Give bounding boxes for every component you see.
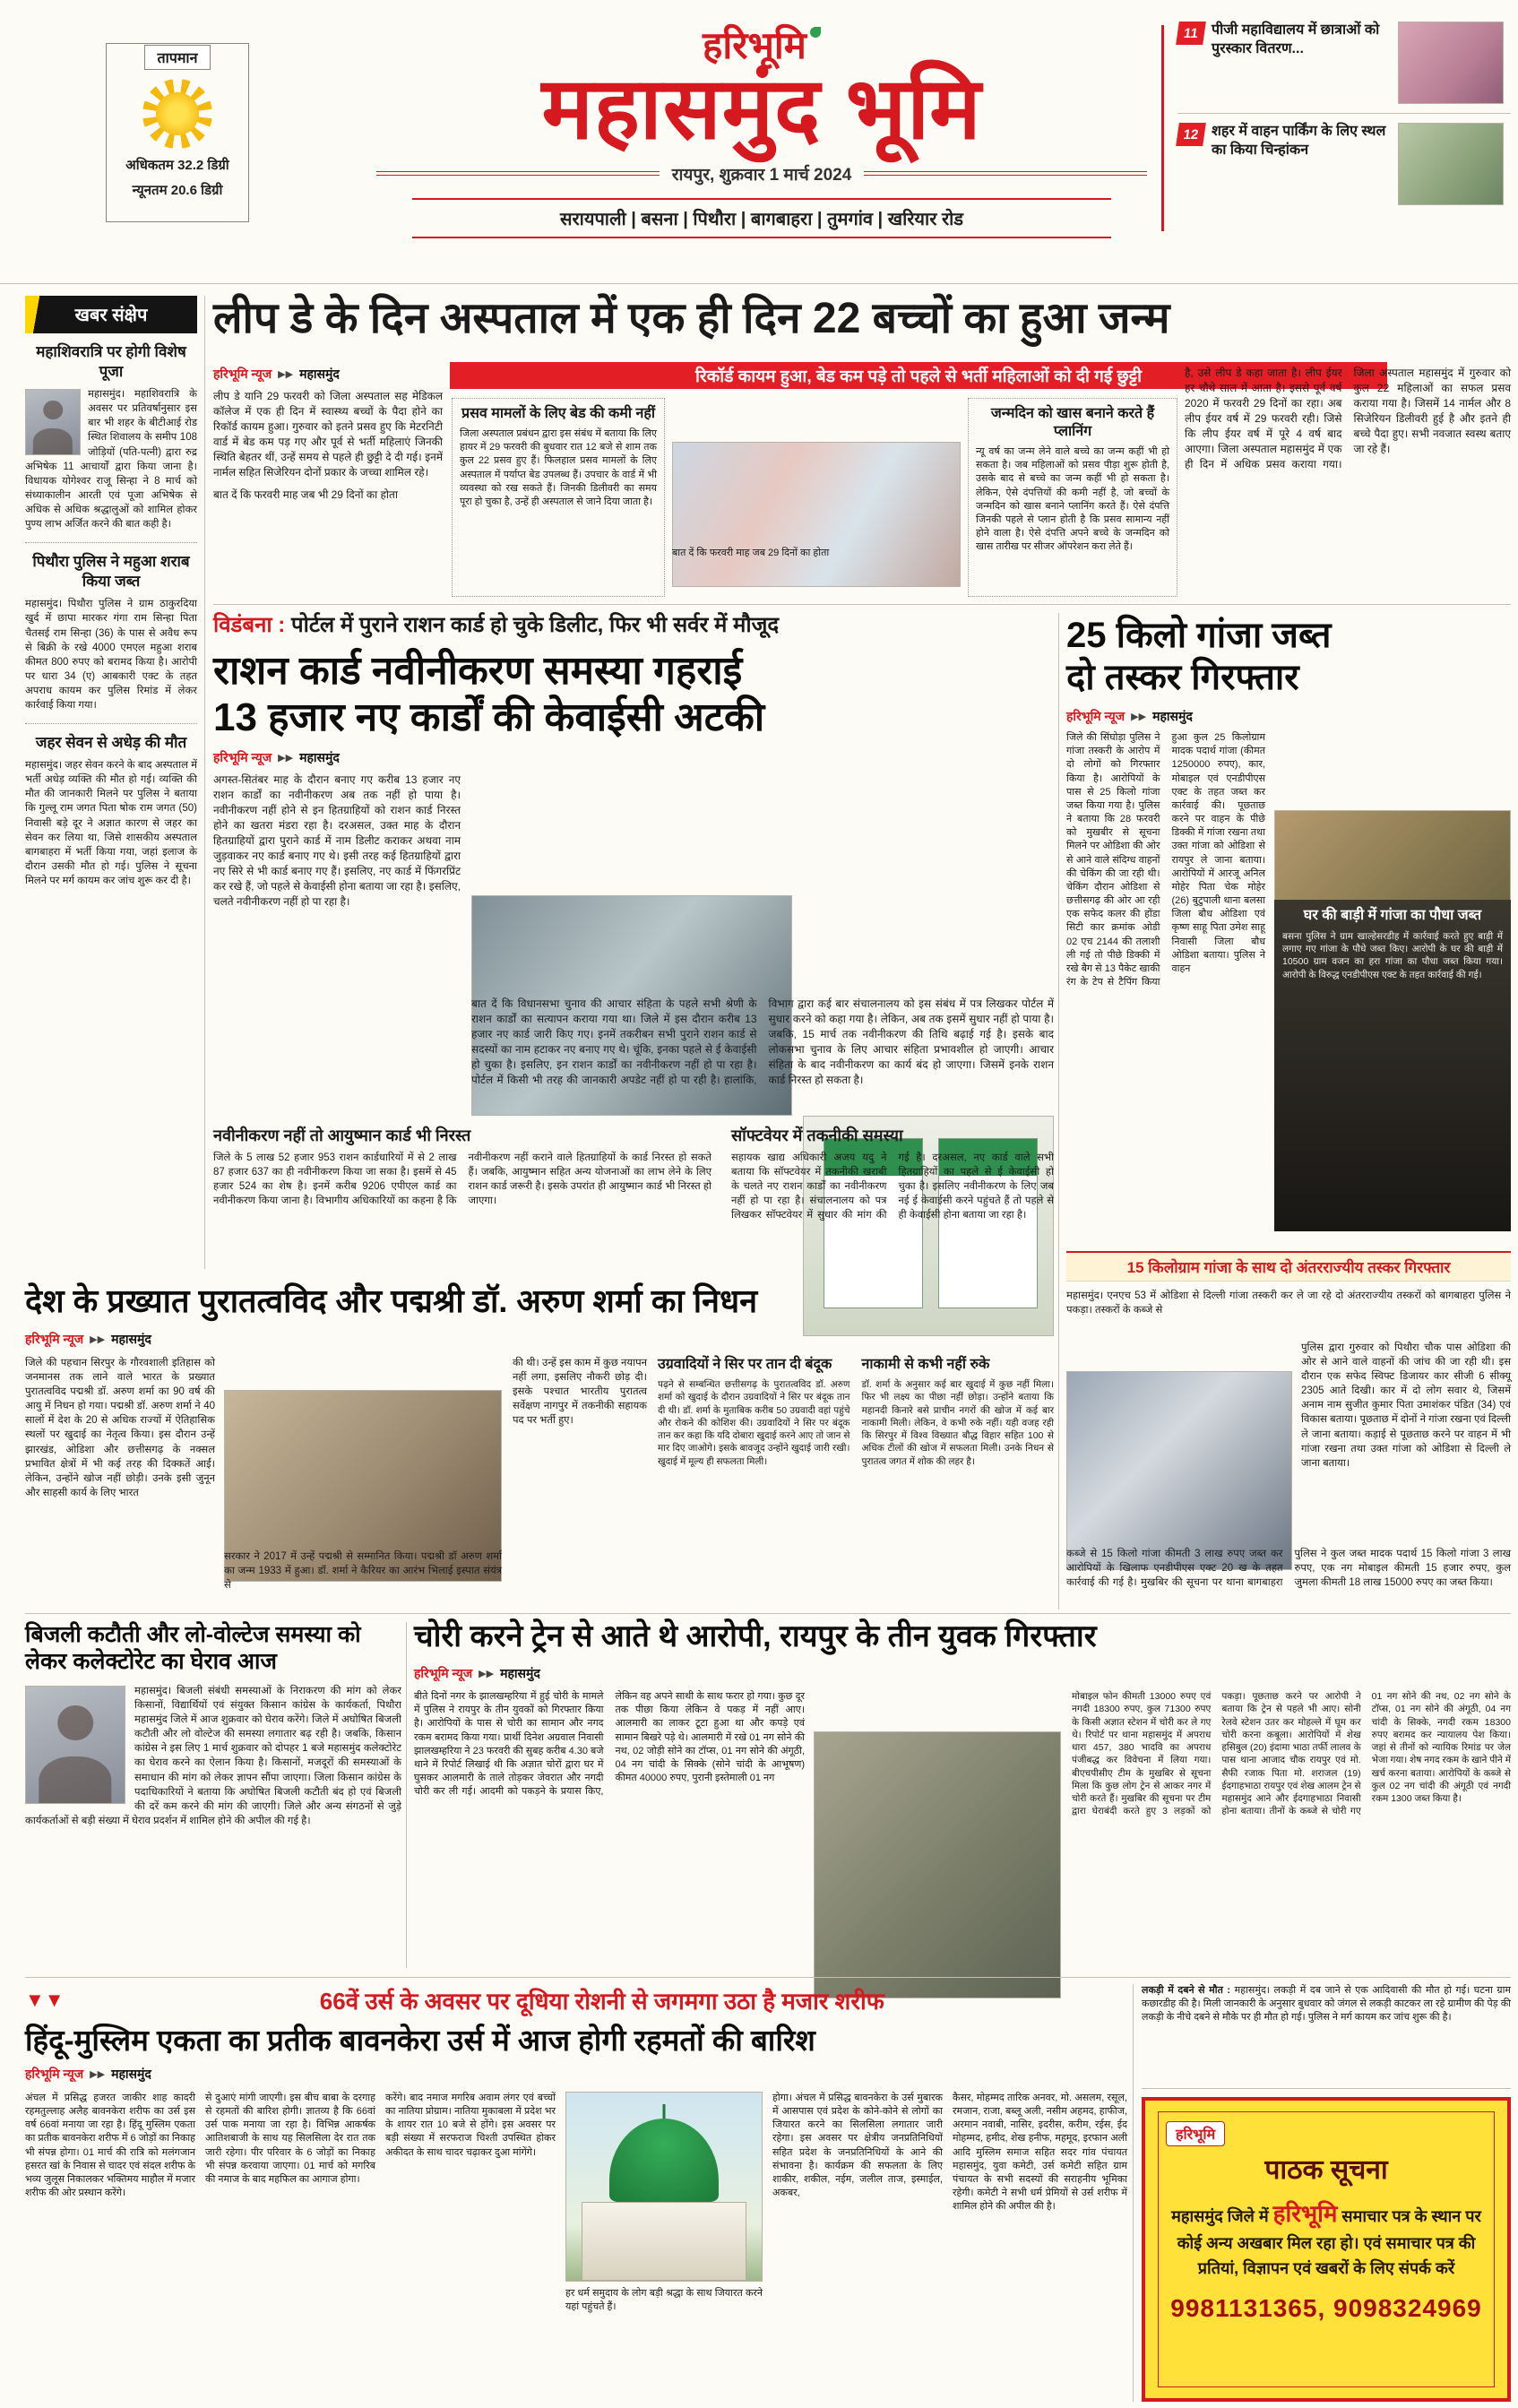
dateline-text: रायपुर, शुक्रवार 1 मार्च 2024	[671, 165, 852, 185]
urs-kicker-row	[25, 1984, 1129, 2016]
byline-agency: हरिभूमि न्यूज	[213, 750, 272, 764]
sharma-photo-below-text: सरकार ने 2017 में उन्हें पद्मश्री से सम्मानित किया। पद्मश्री डॉ अरुण शर्मा का जन्म 1933 में हुआ। डॉ. शर्मा ने कैरियर का आरंभ भिलाई इस्पात संयंत्र से	[224, 1551, 502, 1592]
byline-place: महासमुंद	[299, 367, 340, 381]
notice-body	[1166, 2196, 1487, 2282]
brief-wood-death	[1142, 1984, 1511, 2083]
power-headline: बिजली कटौती और लो-वोल्टेज समस्या को लेकर कलेक्टोरेट का घेराव आज	[25, 1622, 361, 1674]
arrested-thieves-photo	[814, 1731, 1061, 1998]
brief-title: जहर सेवन से अधेड़ की मौत	[35, 734, 187, 752]
sharma-headline: देश के प्रख्यात पुरातत्वविद और पद्मश्री डॉ. अरुण शर्मा का निधन	[25, 1282, 758, 1319]
subbox-body: न्यू वर्ष का जन्म लेने वाले बच्चे का जन्म कहीं भी हो सकता है। जब महिलाओं को प्रसव पीड़ा शुरू होती है, उसके बाद से बच्चे का जन्म कहीं भी हो सकता है। लेकिन, ऐसे दंपत्तियों की कमी नहीं है, जो बच्चों के जन्मदिन को खास बनाने प्लानिंग करते हैं। ऐसे दंपत्ति जिनकी पहले से प्लान होती है कि प्रसव सामान्य नहीं होने वाला है। ऐसे दंपत्ति अपने बच्चे के जन्मदिन को खास तारीख पर सीजर ऑपरेशन करा लेते हैं।	[976, 446, 1169, 553]
ganja15-bottom-text: कब्जे से 15 किलो गांजा कीमती 3 लाख रुपए जब्त कर आरोपियों के खिलाफ एनडीपीएस एक्ट 20 ख के तहत कार्रवाई की गई है। मुखबिर की सूचना पर थाना बागबाहरा पुलिस ने कुल जब्त मादक पदार्थ 15 किलो गांजा 3 लाख रुपए, एक नग मोबाइल कीमती 15 हजार रुपए, कुल जुमला कीमती 18 लाख 15000 रुपए का जब्त किया।	[1066, 1549, 1511, 1589]
brand-logo	[376, 24, 1147, 66]
byline-place: महासमुंद	[111, 2066, 151, 2081]
byline-arrows-icon: ▶▶	[479, 1669, 495, 1679]
logo-leaf-icon	[810, 27, 821, 38]
ganja-plant-inset	[1274, 900, 1511, 1231]
section-rule	[25, 1613, 1511, 1614]
ration-col-left: अगस्त-सितंबर माह के दौरान बनाए गए करीब 13 हजार नए राशन कार्डों का नवीनीकरण अब तक नहीं हो पाया है। नवीनीकरण नहीं होने से इन हितग्राहियों को राशन कार्ड निरस्त होने का खतरा मंडरा रहा है। दरअसल, उक्त माह के दौरान हितग्राहियों द्वारा पुराने कार्ड में नाम डिलीट कराकर अथवा नाम जुड़वाकर नए कार्ड बनाए गए थे। इसी तरह कई हितग्राहियों द्वारा नए सिरे से भी कार्ड बनाए गए हैं। इसलिए, नए कार्ड में फिंगरप्रिंट कर रखे हैं, जो पहले से केवाईसी होना बताया जा रहा है। इसलिए, चलते नवीनीकरण नहीं हो पा रहा है।	[213, 773, 461, 909]
inset-title: घर की बाड़ी में गांजा का पौधा जब्त	[1303, 908, 1482, 923]
story-ration-card	[213, 613, 1054, 1271]
brief-item	[25, 543, 197, 724]
byline	[213, 366, 340, 383]
subbox-body: सहायक खाद्य अधिकारी अजय यदु ने बताया कि सॉफ्टवेयर में तकनीकी खराबी के चलते नए राशन कार्डों का नवीनीकरण नहीं हो पा रहा है। संचालनालय को पत्र लिखकर सॉफ्टवेयर में सुधार की मांग की गई है। दरअसल, नए कार्ड वाले सभी हितग्राहियों का पहले से ई केवाईसी हो चुका है। इसलिए नवीनीकरण के लिए जब नई ई केवाईसी करने पहुंचते हैं तो पहले से ही केवाईसी होना बताया जा रहा है।	[731, 1152, 1054, 1221]
byline	[25, 1331, 151, 1348]
ration-below-photos-text: बात दें कि विधानसभा चुनाव की आचार संहिता के पहले सभी श्रेणी के राशन कार्डों का सत्यापन कराया गया था। जिले में इस दौरान करीब 13 हजार नए कार्ड जारी किए गए। इनमें तकरीबन सभी पुराने राशन कार्ड से सदस्यों का नाम हटाकर नए बनाए गए थे। चूंकि, इनका पहले से ई केवाईसी हो चुका है। इसलिए, इन राशन कार्डों का नवीनीकरण नहीं हो पा रहा है। पोर्टल में किसी भी तरह की जानकारी अपडेट नहीं हो पा रही है। हालांकि, विभाग द्वारा कई बार संचालनालय को इस संबंध में पत्र लिखकर पोर्टल में सुधार करने को कहा गया है। लेकिन, अब तक इसमें सुधार नहीं हो पाया है। जबकि, 15 मार्च तक नवीनीकरण की तिथि बढ़ाई गई है। इसके बाद लोकसभा चुनाव के लिए आचार संहिता प्रभावशील हो जाएगी। आचार संहिता के बाद नवीनीकरण का कार्य बंद हो जाएगा। जिसमें इनके राशन कार्ड निरस्त हो सकता है।	[471, 997, 1054, 1087]
teaser-item	[1177, 22, 1511, 114]
byline-arrows-icon: ▶▶	[90, 2068, 106, 2080]
notice-brand-logo: हरिभूमि	[1166, 2121, 1225, 2146]
column-divider	[1133, 1984, 1134, 2402]
ration-kicker	[213, 613, 1054, 639]
brief-item	[25, 724, 197, 899]
section-rule	[25, 1977, 1511, 1978]
subbox-body: पढ़ने से सम्बन्धित छत्तीसगढ़ के पुरातत्वविद डॉ. अरुण शर्मा को खुदाई के दौरान उग्रवादियों ने सिर पर बंदूक तान दी थी। डॉ. शर्मा के मुताबिक करीब 50 उग्रवादी वहां पहुंचे और रोकने की कोशिश की। उग्रवादियों ने सिर पर बंदूक तान कर कहा कि यदि दोबारा खुदाई करने आए तो जान से मार दिए जाओगे। इसके बावजूद उन्होंने खुदाई जारी रखी। खुदाई में मूल्य ही सफलता मिली।	[658, 1379, 850, 1467]
header-divider	[1161, 25, 1164, 231]
notice-phone-numbers: 9981131365, 9098324969	[1170, 2294, 1482, 2323]
briefs-header: खबर संक्षेप	[25, 296, 197, 333]
masthead-title: महासमुंद भूमि	[541, 61, 982, 157]
urs-column: होगा। अंचल में प्रसिद्ध बावनकेरा के उर्स मुबारक में आसपास एवं प्रदेश के कोने-कोने से लोगों का जियारत करने का सिलसिला लगातार जारी रहेगा। इस अवसर पर क्षेत्रीय जनप्रतिनिधियों सहित प्रदेश के जनप्रतिनिधियों के आने की संभावना है। कार्यक्रम की सफलता के लिए शाकीर, शकील, नईम, जलील ताज, इस्माईल, अकबर,	[772, 2092, 943, 2199]
ganja25-headline-2: दो तस्कर गिरफ्तार	[1066, 658, 1299, 698]
ration-headline-1: राशन कार्ड नवीनीकरण समस्या गहराई	[213, 648, 743, 693]
lead-paragraph: बात दें कि फरवरी माह जब भी 29 दिनों का होता	[213, 488, 398, 502]
notice-brand-inline: हरिभूमि	[1272, 2200, 1338, 2227]
story-sharma-obituary	[25, 1282, 1054, 1609]
parking-site-photo	[1398, 123, 1504, 205]
temperature-min: न्यूनतम 20.6 डिग्री	[132, 183, 223, 198]
power-body: महासमुंद। बिजली संबंधी समस्याओं के निराकरण की मांग को लेकर किसानों, विद्यार्थियों एवं संयुक्त किसान कांग्रेस के कार्यकर्ता, पिथौरा महासमुंद जिले में आज शुक्रवार को घेराव करेंगे। जिले में अघोषित बिजली कटौती और लो वोल्टेज की समस्या लगातार बढ़ रही है। जबकि, किसान कांग्रेस ने इस लिए 1 मार्च शुक्रवार को दोपहर 1 बजे महासमुंद कलेक्टोरेट का घेराव करने का ऐलान किया है। किसानों, मजदूरों की समस्याओं के समाधान की मांग को लेकर ज्ञापन सौंपा जाएगा। जिला किसान कांग्रेस के पदाधिकारियों ने बताया कि अघोषित बिजली कटौती बंद हो एवं बिजली की दरें कम करने की मांग की जाएगी। जिले और अन्य संगठनों से जुड़े कार्यकर्ताओं से बड़ी संख्या में घेराव प्रदर्शन में शामिल होने की अपील की गई है।	[25, 1686, 401, 1826]
ganja25-body: जिले की सिंघोड़ा पुलिस ने गांजा तस्करी के आरोप में दो लोगों को गिरफ्तार किया है। आरोपियों के पास से 25 किलो गांजा जब्त किया गया है। पुलिस ने बताया कि 28 फरवरी को मुखबीर से सूचना मिलने पर ओडिशा की ओर से आने वाले संदिग्ध वाहनों की चेकिंग की जा रही थी। चेकिंग दौरान ओडिशा से छत्तीसगढ़ की ओर आ रही एक सफेद कलर की होंडा सिटी कार क्रमांक ओडी 02 एच 2144 की तलाशी ली गई तो पीछे डिक्की में रखे बैग से 13 पैकेट खाकी रंग के टेप से टैपिंग किया हुआ कुल 25 किलोग्राम मादक पदार्थ गांजा (कीमत 1250000 रुपए), कार, मोबाइल एवं एनडीपीएस एक्ट के तहत जब्त कर कार्रवाई की। पूछताछ करने पर वाहन के पीछे डिक्की में गांजा रखना तथा उक्त गांजा को ओडिशा से रायपुर ले जाना बताया। आरोपियों में आरजू अनिल मोहेर पिता चेक मोहेर (26) बुटुपाली थाना बलसा जिला बौध ओडिशा एवं कृष्ण साहू पिता उमेश साहू निवासी जिला बौध ओडिशा बताया। पुलिस ने वाहन	[1066, 732, 1265, 988]
byline-agency: हरिभूमि न्यूज	[25, 2066, 84, 2081]
hospital-ward-photo	[672, 442, 961, 587]
subbox-body: जिला अस्पताल प्रबंधन द्वारा इस संबंध में बताया कि लिए हायर में 29 फरवरी की बुधवार रात 12 बजे से शाम तक कुल 22 प्रसव हुए हैं। फिलहाल प्रसव मामलों के लिए अस्पताल में पर्याप्त बेड उपलब्ध हैं। उपचार के वार्ड में भी व्यवस्था को रख सकते हैं। जिनकी डिलीवरी का समय पूरा हो चुका है, उन्हें ही अस्पताल से जाने दिया जाता है।	[460, 428, 657, 507]
subbox-title: प्रसव मामलों के लिए बेड की कमी नहीं	[461, 406, 655, 421]
ration-subbox-software	[731, 1126, 1054, 1222]
shrine-building	[582, 2202, 746, 2281]
wood-death-body: महासमुंद। लकड़ी में दब जाने से एक आदिवासी की मौत हो गई। घटना ग्राम कछारडीह की है। मिली जानकारी के अनुसार बुधवार को जंगल से लकड़ी काटकर ला रहे ग्रामीण की पेड़ की लकड़ी के नीचे दबने से मौके पर ही मौत हो गई। पुलिस ने मर्ग कायम कर जांच शुरू की है।	[1142, 1985, 1511, 2024]
urs-kicker-text: 66वें उर्स के अवसर पर दूधिया रोशनी से जगमगा उठा है मजार शरीफ	[319, 1988, 884, 2015]
region-bar: सरायपाली | बसना | पिथौरा | बागबाहरा | तुमगांव | खरियार रोड	[412, 198, 1111, 238]
section-rule	[213, 604, 1511, 605]
down-arrow-icon: ▼▼	[25, 1989, 65, 2012]
reader-notice-box	[1142, 2097, 1511, 2402]
college-award-photo	[1398, 22, 1504, 104]
wood-death-title: लकड़ी में दबने से मौत :	[1142, 1985, 1231, 1996]
inset-body: बसना पुलिस ने ग्राम खाल्हेसरडीह में कार्रवाई करते हुए बाड़ी में लगाए गए गांजा के पौधे जब्त किए। आरोपी के घर की बाड़ी में 10500 ग्राम वजन का हरा गांजा का पौधा जब्त किया गया। आरोपी के विरुद्ध एनडीपीएस एक्ट के तहत कार्रवाई की गई।	[1282, 930, 1503, 980]
byline-arrows-icon: ▶▶	[90, 1334, 106, 1345]
byline-place: महासमुंद	[111, 1332, 151, 1346]
urs-column: अंचल में प्रसिद्ध हजरत जाकीर शाह कादरी रहमतुल्लाह अलैह बावनकेरा शरीफ का उर्स इस वर्ष 66वां मनाया जा रहा है। हिंदू मुस्लिम एकता का प्रतीक बावनकेरा शरीफ में 6 जोड़ों का निकाह भी संपन्न होगा। 01 मार्च की रात्रि को मलंगजान हसरत खां के निवास से चादर एवं संदल शरीफ के भव्य जुलूस निकालकर भक्तिमय माहौल में मजार शरीफ की ओर प्रस्थान करेंगे।	[25, 2092, 195, 2199]
leader-portrait-photo	[25, 1686, 125, 1804]
train-left-text: बीते दिनों नगर के झालखम्हरिया में हुई चोरी के मामले में पुलिस ने रायपुर के तीन युवकों को गिरफ्तार किया है। आरोपियों के पास से चोरी का सामान और नगद रकम बरामद किया गया। प्रार्थी दिनेश अग्रवाल निवासी झालखम्हरिया ने 23 फरवरी की सुबह करीब 4.30 बजे थाने में रिपोर्ट लिखाई थी कि अज्ञात चोरों द्वारा घर में घुसकर आलमारी के ताले तोड़कर जेवरात और नगदी चोरी कर ली गई। आदमी को पकड़ने के प्रयास किए, लेकिन वह अपने साथी के साथ फरार हो गया। कुछ दूर तक पीछा किया लेकिन वे पकड़ में नहीं आए। आलमारी का लाकर टूटा हुआ था और कपड़े एवं सामान बिखरे पड़े थे। आलमारी में रखे 01 नग सोने की नथ, 02 जोड़ी सोने का टॉप्स, 01 नग सोने की अंगूठी, 04 नग चांदी के सिक्के (सोने चांदी के आभूषण) कीमत 40000 रुपए, पुरानी इस्तेमाली 01 नग	[414, 1691, 805, 1798]
teaser-number-badge: 11	[1176, 22, 1206, 45]
brief-body: महासमुंद। पिथौरा पुलिस ने ग्राम ठाकुरदिया खुर्द में छापा मारकर गंगा राम सिन्हा पिता चैतसई राम सिन्हा (36) के पास से अवैध रूप से बिक्री के रखे 4000 एमएल महुआ शराब कीमत 800 रुपए को बरामद किया है। आरोपी पर धारा 34 (ए) आबकारी एक्ट के तहत अपराध कायम कर पुलिस रिमांड में लेकर कार्रवाई किया गया।	[25, 599, 197, 711]
lead-col-right: है, उसे लीप डे कहा जाता है। लीप ईयर हर चौथे साल में आता है। इससे पूर्व वर्ष 2020 में फरवरी 29 दिनों का रहा। अब लीप ईयर वर्ष में 29 फरवरी रही। जिसे कि लीप ईयर वर्ष में पूरे 4 वर्ष बाद आएगा। जिला अस्पताल महासमुंद में एक ही दिन में अधिक प्रसव कराया गया। जिला अस्पताल महासमुंद में गुरुवार को कुल 22 महिलाओं का सफल प्रसव कराया गया है। जिसमें 14 नार्मल और 8 सिजेरियन डिलीवरी हुई है और इतने ही बच्चे पैदा हुए। सभी नवजात स्वस्थ बताए जा रहे हैं।	[1185, 367, 1511, 471]
news-briefs-sidebar	[25, 296, 197, 1269]
sharma-col-mid: की थी। उन्हें इस काम में कुछ नयापन नहीं लगा, इसलिए नौकरी छोड़ दी। इसके पश्चात भारतीय पुरातत्व सर्वेक्षण नागपुर में तकनीकी सहायक पद पर भर्ती हुए।	[513, 1358, 647, 1427]
story-train-thieves	[414, 1618, 1511, 1972]
mazar-shrine-photo	[565, 2092, 763, 2282]
lead-story-hospital	[213, 296, 1511, 600]
teaser-title: शहर में वाहन पार्किंग के लिए स्थल का किया चिन्हांकन	[1212, 124, 1386, 158]
byline-arrows-icon: ▶▶	[278, 369, 294, 380]
smuggler-car-photo	[1066, 1371, 1292, 1570]
subbox-title: सॉफ्टवेयर में तकनीकी समस्या	[731, 1126, 903, 1144]
train-right-text: मोबाइल फोन कीमती 13000 रुपए एवं नगदी 18300 रुपए, कुल 71300 रुपए के किसी अज्ञात स्टेशन में चोरी कर ले गए थे। रिपोर्ट पर थाना महासमुंद में अपराध धारा 457, 380 भादवि का अपराध पंजीबद्ध कर विवेचना में लिया गया। बीएचपीसीए टीम के मुखबिर से सूचना मिला कि कुछ लोग ट्रेन से आकर नगर में चोरी करते हैं। मुखबिर की सूचना पर टीम द्वारा घेराबंदी करते हुए 3 लड़कों को पकड़ा। पूछताछ करने पर आरोपी ने बताया कि ट्रेन से पहले भी आए। सोनी रेलवे स्टेशन उतर कर मोहल्ले में घूम कर चोरी करना कबूला। आरोपियों में शेख हसिबुल (20) इंदामा भाठा तर्फी लालव के पास थाना आजाद चौक रायपुर एवं मो. सैफी रजाक पिता मो. शराजल (19) ईदगाहभाठा रायपुर एवं शेख आलम ट्रेन से महासमुंद आने और ईदगाहभाठा निवासी होना बताया। तीनों के कब्जे से चोरी गए 01 नग सोने की नथ, 02 नग सोने के टॉप्स, 01 नग सोने की अंगूठी, 04 नग चांदी के सिक्के, नगदी रकम 18300 रुपए बरामद कर न्यायालय पेश किया। जहां से तीनों को न्यायिक रिमांड पर जेल भेजा गया। शेष नगद रकम के खाने पीने में खर्च करना बताया। आरोपियों के कब्जे से कुल 02 नग चांदी की अंगूठी एवं नगदी रकम 1300 जब्त किया है।	[1072, 1691, 1511, 1817]
subbox-title: उग्रवादियों ने सिर पर तान दी बंदूक	[658, 1357, 832, 1372]
urs-photo-caption: हर धर्म समुदाय के लोग बड़ी श्रद्धा के साथ जियारत करने यहां पहुंचते हैं।	[565, 2287, 763, 2313]
notice-title: पाठक सूचना	[1264, 2155, 1388, 2185]
ganja25-headline-1: 25 किलो गांजा जब्त	[1066, 616, 1332, 655]
subbox-title: नाकामी से कभी नहीं रुके	[861, 1357, 990, 1372]
story-urs-festival	[25, 1984, 1129, 2402]
byline-agency: हरिभूमि न्यूज	[1066, 709, 1126, 723]
masthead-block	[376, 24, 1147, 238]
header-teasers	[1177, 22, 1511, 205]
brief-portrait-photo	[25, 389, 81, 455]
brief-item	[25, 333, 197, 543]
dateline	[376, 162, 1147, 186]
ration-headline-2: 13 हजार नए कार्डों की केवाईसी अटकी	[213, 695, 765, 739]
byline-arrows-icon: ▶▶	[278, 753, 294, 764]
urs-column: कैसर, मोहम्मद तारिक अनवर, मो. असलम, रसूल, रमजान, राजा, बब्लू अली, नसीम अहमद, हाफीज, अरमान नवाबी, नासिर, इदरीस, करीम, रईस, ईद मोहम्मद, हमीद, शेख हनीफ, महमूद, इरफान अली आदि मुस्लिम समाज सहित सदर गांव पंचायत महासमुंद, युवा कमेटी, उर्स कमेटी सहित ग्राम पंचायत के सभी सदस्यों की सराहनीय भूमिका रहेगी। कमेटी ने सभी धर्म प्रेमियों से उर्स शरीफ में शामिल होने की अपील की है।	[953, 2092, 1127, 2213]
teaser-title: पीजी महाविद्यालय में छात्राओं को पुरस्कार वितरण...	[1212, 22, 1380, 56]
notice-brand-row	[1166, 2121, 1487, 2146]
byline-place: महासमुंद	[1152, 709, 1193, 723]
brief-title: पिथौरा पुलिस ने महुआ शराब किया जब्त	[32, 553, 190, 591]
lead-photo-below-text: बात दें कि फरवरी माह जब 29 दिनों का होता	[672, 548, 830, 558]
column-divider	[1058, 613, 1059, 1610]
byline	[213, 749, 340, 766]
column-divider	[406, 1622, 407, 1968]
story-ganja-25kg	[1066, 615, 1511, 1242]
train-headline: चोरी करने ट्रेन से आते थे आरोपी, रायपुर के तीन युवक गिरफ्तार	[414, 1619, 1097, 1653]
header-rule	[0, 283, 1518, 284]
ration-subbox-ayushman	[213, 1126, 712, 1208]
power-body-wrap	[25, 1684, 401, 1828]
story-power-protest	[25, 1622, 401, 1972]
sharma-col-left: जिले की पहचान सिरपुर के गौरवशाली इतिहास को जनमानस तक लाने वाले भारत के प्रख्यात पुरातत्वविद पद्मश्री डॉ. अरुण शर्मा का 90 वर्ष की आयु में निधन हो गया। पद्मश्री डॉ. अरुण शर्मा ने 40 सालों में देश के 20 से अधिक राज्यों में ऐतिहासिक स्थलों पर खुदाई का नेतृत्व किया। इस दौरान उन्हें झारखंड, ओडिशा और छत्तीसगढ़ के नक्सल प्रभावित क्षेत्रों में भी कई तरह की दिक्कतें आईं। लेकिन, उन्होंने खोज नहीं छोड़ी। उनके इसी जुनून और साहसी कार्य के लिए भारत	[25, 1358, 215, 1498]
teaser-item	[1177, 114, 1511, 205]
temperature-title: तापमान	[144, 45, 211, 70]
teaser-number-badge: 12	[1176, 123, 1206, 146]
lead-col-left	[213, 389, 443, 503]
urs-headline: हिंदू-मुस्लिम एकता का प्रतीक बावनकेरा उर्स में आज होगी रहमतों की बारिश	[25, 2024, 815, 2057]
urs-photo-column	[565, 2092, 763, 2387]
notice-text-post: समाचार पत्र के स्थान पर कोई अन्य अखबार मिल रहा हो। एवं समाचार पत्र की प्रतियां, विज्ञापन एवं खबरों के लिए संपर्क करें	[1177, 2207, 1481, 2278]
kicker-label: विडंबना :	[213, 613, 286, 637]
ganja15-intro: महासमुंद। एनएच 53 में ओडिशा से दिल्ली गांजा तस्करी कर ले जा रहे दो अंतरराज्यीय तस्करों को बागबाहरा पुलिस ने पकड़ा। तस्करों के कब्जे से	[1066, 1290, 1511, 1316]
subbox-title: जन्मदिन को खास बनाने करते हैं प्लानिंग	[990, 406, 1155, 439]
subbox-body: डॉ. शर्मा के अनुसार कई बार खुदाई में कुछ नहीं मिला। फिर भी लक्ष्य का पीछा नहीं छोड़ा। उन्होंने बताया कि महानदी किनारे बसे प्राचीन नगरों की खोज में कई बार नाकामी मिली। लेकिन, वे कभी रुके नहीं। यही वजह रही कि सिरपुर में विश्व विख्यात बौद्ध विहार सहित 100 से अधिक टीलों की खोज में सफलता मिली। उनके निधन से पुरातत्व जगत में शोक की लहर है।	[861, 1379, 1054, 1467]
byline	[25, 2066, 1129, 2083]
kicker-text: पोर्टल में पुराने राशन कार्ड हो चुके डिलीट, फिर भी सर्वर में मौजूद	[290, 613, 780, 637]
brief-title: महाशिवरात्रि पर होगी विशेष पूजा	[36, 343, 186, 381]
byline	[1066, 708, 1193, 725]
subbox-title: नवीनीकरण नहीं तो आयुष्मान कार्ड भी निरस्त	[213, 1126, 471, 1144]
brand-logo-text: हरिभूमि	[703, 24, 806, 66]
lead-subbox-beds	[452, 398, 665, 597]
section-rule	[1142, 2088, 1511, 2089]
urs-column: करेंगे। बाद नमाज मगरिब अवाम लंगर एवं बच्चों का नातिया प्रोग्राम। नातिया मुकाबला में प्रदेश भर के शायर रात 10 बजे से होंगे। इस अवसर पर बड़ी संख्या में सरफराज चिश्ती उपस्थित होकर अकीदत के साथ चादर चढ़ाकर दुआ मांगेंगे।	[385, 2092, 556, 2158]
notice-text-pre: महासमुंद जिले में	[1171, 2207, 1269, 2225]
urs-column: से दुआएं मांगी जाएगी। इस बीच बाबा के दरगाह से रहमतों की बारिश होगी। ज्ञातव्य है कि 66वां उर्स पाक मनाया जा रहा है। विभिन्न आकर्षक आतिशबाजी के साथ यह सिलसिला देर रात तक जारी रहेगा। पीर परिवार के 6 जोड़ों का निकाह भी संपन्न करवाया जाएगा। 01 मार्च को मगरिब की नमाज के बाद महफिल का आगाज होगा।	[205, 2092, 375, 2185]
byline-agency: हरिभूमि न्यूज	[213, 367, 272, 381]
urs-columns	[25, 2092, 1129, 2387]
story-ganja-15kg	[1066, 1251, 1511, 1610]
byline-agency: हरिभूमि न्यूज	[25, 1332, 84, 1346]
ganja15-headline: 15 किलोग्राम गांजा के साथ दो अंतरराज्यीय तस्कर गिरफ्तार	[1066, 1251, 1511, 1282]
byline-agency: हरिभूमि न्यूज	[414, 1666, 473, 1680]
brief-body: महासमुंद। जहर सेवन करने के बाद अस्पताल में भर्ती अधेड़ व्यक्ति की मौत हो गई। व्यक्ति की मौत की जानकारी मिलने पर पुलिस ने बताया कि गुल्लू राम जगत पिता षोक राम जगत (50) निवासी बड़े दूर ने अज्ञात कारण से जहर का सेवन कर लिया था, जिसे शासकीय अस्पताल बागबाहरा में भर्ती किया गया, जहां इलाज के दौरान उसकी मौत हो गई। पुलिस ने सूचना मिलने पर मर्ग कायम कर जांच शुरू कर दी है।	[25, 760, 197, 886]
byline-place: महासमुंद	[500, 1666, 540, 1680]
shrine-dome	[609, 2119, 719, 2201]
lead-subbox-birthday	[968, 398, 1177, 597]
lead-paragraph: लीप डे यानि 29 फरवरी को जिला अस्पताल सह मेडिकल कॉलेज में एक ही दिन में स्वास्थ्य बच्चों के पैदा होने का रिकॉर्ड कायम हुआ। गुरुवार को इतने प्रसव हुए कि मेटरनिटी वार्ड में बेड कम पड़ गए और पूर्व से भर्ती महिलाएं जिनकी स्थिति बेहतर थीं, उन्हें समय से पहले ही छुट्टी दे दी गई। इनमें नार्मल सहित सिजेरियन दोनों प्रकार के जच्चा शामिल रहे।	[213, 390, 443, 479]
reader-notice-inner	[1158, 2111, 1495, 2387]
ganja15-col-right: पुलिस द्वारा गुरुवार को पिथौरा चौक पास ओडिशा की ओर से आने वाले वाहनों की जांच की जा रही थी। इस दौरान एक सफेद स्विफ्ट डिजायर कार सीजी 6 सीक्यू 2305 आते दिखी। कार में दो लोग सवार थे, जिसमें अनाम नाम सुजीत कुमार पिता उमाशंकर पंडित (34) एवं विकास बताया। पूछताछ में दोनों ने गांजा रखना एवं दिल्ली ले जाना बताया। कड़ाई से पूछताछ करने पर वाहन में भी गांजा रखना तथा उक्त गांजा को ओडिशा से दिल्ली ले जाना बताया।	[1301, 1342, 1511, 1469]
brief-body: महासमुंद। महाशिवरात्रि के अवसर पर प्रतिवर्षानुसार इस बार भी शहर के बीटीआई रोड स्थित शिवालय के समीप 108 जोड़ियों (पति-पत्नी) द्वारा रुद्र अभिषेक 11 आचार्यों द्वारा किया जाना है। विधायक योगेश्वर राजू सिन्हा ने 8 मार्च को संध्याकालीन आरती एवं पूजा अभिषेक से अधिक से अधिक श्रद्धालुओं को शामिल होकर पुण्य लाभ अर्जित करने की बात कही है।	[25, 389, 197, 531]
byline	[414, 1665, 540, 1682]
temperature-max: अधिकतम 32.2 डिग्री	[125, 158, 229, 173]
lead-headline: लीप डे के दिन अस्पताल में एक ही दिन 22 बच्चों का हुआ जन्म	[213, 295, 1170, 342]
subbox-body: जिले के 5 लाख 52 हजार 953 राशन कार्डधारियों में से 2 लाख 87 हजार 637 का ही नवीनीकरण किया जा सका है। इसमें से 45 हजार 524 का शेष है। इनमें करीब 9206 एपीएल कार्ड का नवीनीकरण किया जाना है। विभागीय अधिकारियों का कहना है कि नवीनीकरण नहीं कराने वाले हितग्राहियों के कार्ड निरस्त हो सकते हैं। जबकि, आयुष्मान सहित अन्य योजनाओं का लाभ लेने के लिए राशन कार्ड जरूरी है। इसके उपरांत ही आयुष्मान कार्ड भी निरस्त हो जाएगा।	[213, 1152, 712, 1206]
byline-place: महासमुंद	[299, 750, 340, 764]
sidebar-divider	[204, 296, 205, 1269]
lead-substrip: रिकॉर्ड कायम हुआ, बेड कम पड़े तो पहले से भर्ती महिलाओं को दी गई छुट्टी	[450, 362, 1387, 389]
sharma-subsection	[658, 1356, 1054, 1605]
sun-icon	[142, 79, 212, 149]
byline-arrows-icon: ▶▶	[1131, 712, 1147, 722]
temperature-box	[106, 43, 249, 222]
